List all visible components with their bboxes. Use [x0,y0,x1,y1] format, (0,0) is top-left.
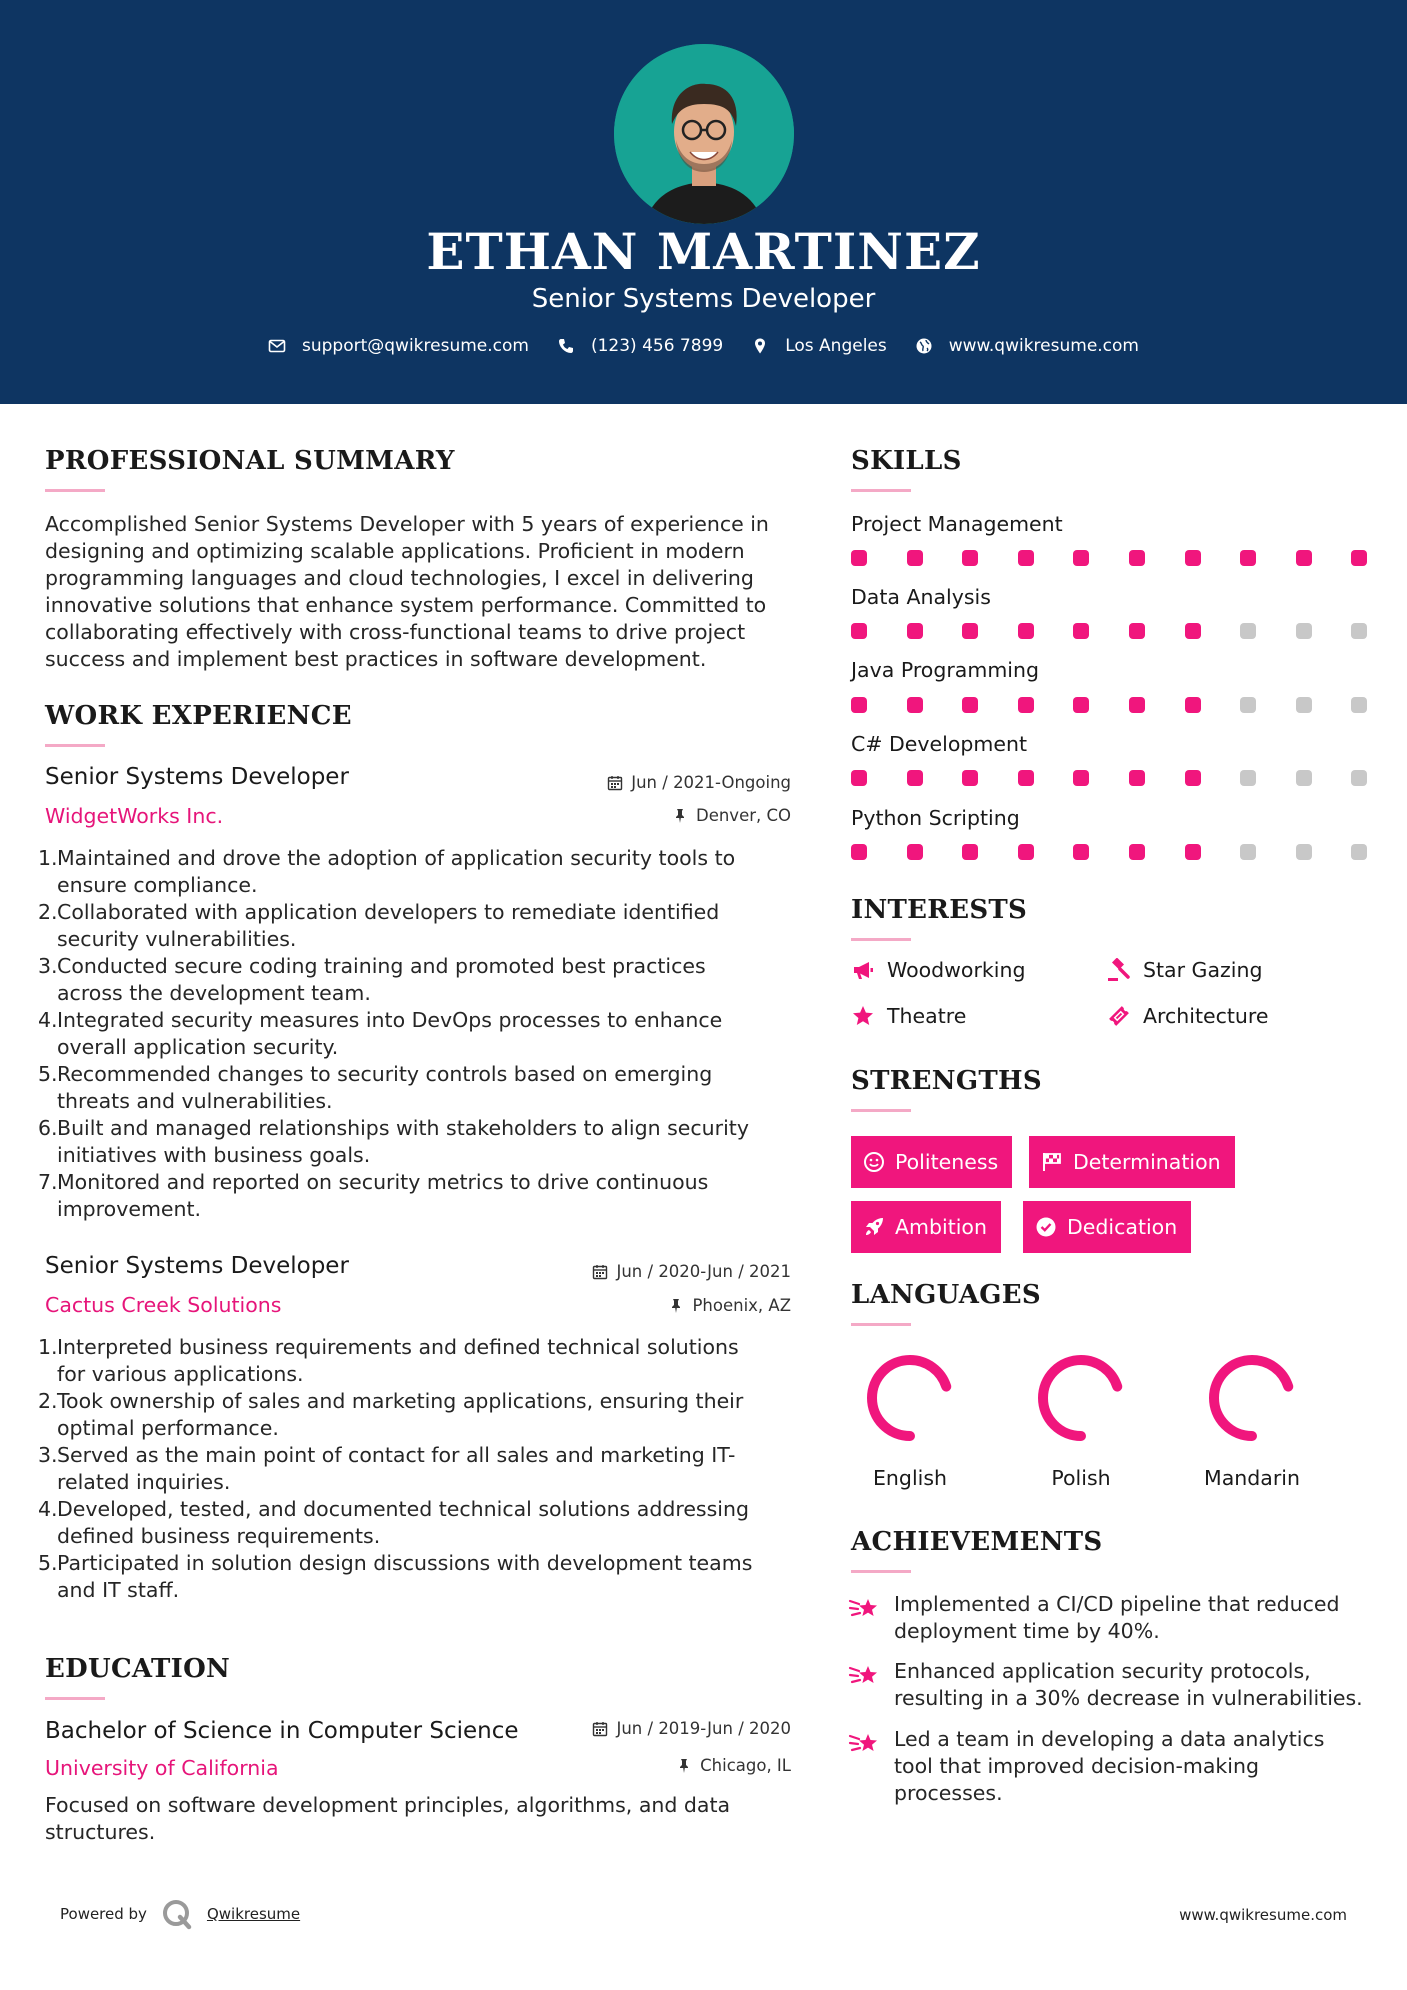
rating-dot-filled [1185,770,1201,786]
rating-dot-empty [1351,844,1367,860]
company-name: WidgetWorks Inc. [45,804,224,828]
pushpin-icon [676,1758,692,1774]
degree-title: Bachelor of Science in Computer Science [45,1718,519,1744]
job-title: Senior Systems Developer [45,764,349,790]
pushpin-icon [668,1298,684,1314]
contact-website[interactable] [915,336,1139,356]
skill-rating [851,623,1356,639]
experience-heading: WORK EXPERIENCE [45,701,352,731]
rating-dot-filled [962,697,978,713]
achievement-item [848,1658,1363,1712]
rating-dot-filled [851,623,867,639]
language-arc [1202,1348,1302,1448]
achievement-line: tool that improved decision-making [894,1754,1259,1778]
achievement-line: resulting in a 30% decrease in vulnerabilities. [894,1686,1363,1710]
rating-dot-empty [1240,844,1256,860]
contact-location [751,336,887,356]
list-item: 2. Took ownership of sales and marketing applications, ensuring their optimal performance. [38,1389,744,1440]
rating-dot-filled [1129,550,1145,566]
list-item: 3. Conducted secure coding training and promoted best practices across the development team. [38,954,706,1005]
profile-photo [614,44,794,224]
language-meter [1011,1348,1151,1448]
skill-name: Java Programming [851,658,1039,682]
strengths-heading: STRENGTHS [851,1066,1042,1096]
job-title: Senior Systems Developer [45,1253,349,1279]
bullhorn-icon [851,958,875,982]
list-item: 3. Served as the main point of contact for all sales and marketing IT- related inquiries. [38,1443,736,1494]
contact-email[interactable] [268,336,529,356]
interest-item [1107,1004,1269,1028]
calendar-icon [592,1264,608,1280]
languages-heading: LANGUAGES [851,1280,1041,1310]
rating-dot-empty [1296,623,1312,639]
rating-dot-filled [1185,697,1201,713]
language-arc [860,1348,960,1448]
education-dates-text: Jun / 2019-Jun / 2020 [616,1719,791,1738]
education-heading: EDUCATION [45,1654,231,1684]
strength-label: Politeness [895,1150,999,1174]
education-line: structures. [45,1820,156,1844]
achievement-line: processes. [894,1781,1003,1805]
rating-dot-filled [1073,697,1089,713]
smile-icon [863,1151,885,1173]
strengths-underline [851,1109,911,1112]
achievements-heading: ACHIEVEMENTS [851,1527,1103,1557]
job-dates [500,773,791,792]
summary-line: innovative solutions that enhance system performance. Committed to [45,593,767,617]
skills-underline [851,489,911,492]
achievements-underline [851,1570,911,1573]
rocket-icon [863,1216,885,1238]
phone-icon [557,337,575,355]
rating-dot-empty [1296,844,1312,860]
experience-underline [45,744,105,747]
globe-icon [915,337,933,355]
rating-dot-filled [851,697,867,713]
education-underline [45,1697,105,1700]
rating-dot-filled [1185,623,1201,639]
flag-icon [1041,1151,1063,1173]
qwikresume-link[interactable]: Qwikresume [206,1905,301,1923]
rating-dot-filled [962,550,978,566]
job-location [500,806,791,825]
job-duties [38,845,798,1223]
ticket-icon [1107,1004,1131,1028]
summary-line: Accomplished Senior Systems Developer with 5 years of experience in [45,512,769,536]
skill-rating [851,844,1356,860]
rating-dot-filled [1018,550,1034,566]
job-duties [38,1334,798,1604]
footer-powered-by [60,1898,300,1930]
check-circle-icon [1035,1216,1057,1238]
list-item: 5. Participated in solution design discussions with development teams and IT staff. [38,1551,753,1602]
rating-dot-empty [1240,770,1256,786]
education-location [500,1756,791,1775]
rating-dot-filled [907,844,923,860]
skill-name: Python Scripting [851,806,1020,830]
achievement-item [848,1591,1340,1645]
rating-dot-filled [1018,623,1034,639]
pushpin-icon [672,808,688,824]
school-name: University of California [45,1756,279,1780]
rating-dot-filled [907,623,923,639]
skill-name: Data Analysis [851,585,991,609]
summary-line: success and implement best practices in software development. [45,647,707,671]
rating-dot-filled [1073,623,1089,639]
rating-dot-empty [1296,770,1312,786]
interest-item [851,958,1025,982]
contact-website-text: www.qwikresume.com [948,336,1139,356]
education-location-text: Chicago, IL [700,1756,791,1775]
contact-phone[interactable] [557,336,723,356]
language-label: Polish [1051,1466,1111,1490]
list-item: 5. Recommended changes to security controls based on emerging threats and vulnerabilities. [38,1062,713,1113]
contact-email-text: support@qwikresume.com [302,336,529,356]
candidate-name: ETHAN MARTINEZ [426,222,981,281]
job-dates-text: Jun / 2021-Ongoing [631,773,791,792]
achievement-line: deployment time by 40%. [894,1619,1160,1643]
rating-dot-empty [1351,623,1367,639]
rating-dot-filled [962,623,978,639]
skill-rating [851,550,1356,566]
powered-by-label: Powered by [60,1905,147,1923]
education-line: Focused on software development principles, algorithms, and data [45,1793,731,1817]
summary-line: collaborating effectively with cross-functional teams to drive project [45,620,746,644]
strength-badge [851,1201,1001,1253]
interests-underline [851,938,911,941]
rating-dot-filled [1018,770,1034,786]
list-item: 1. Interpreted business requirements and defined technical solutions for various applications. [38,1335,739,1386]
interest-label: Architecture [1143,1004,1269,1028]
strength-label: Determination [1073,1150,1221,1174]
achievement-line: Led a team in developing a data analytics [894,1727,1325,1751]
map-marker-icon [751,337,769,355]
resume-header [0,0,1407,404]
achievement-item [848,1726,1324,1807]
rating-dot-filled [1185,550,1201,566]
job-dates-text: Jun / 2020-Jun / 2021 [616,1262,791,1281]
list-item: 1. Maintained and drove the adoption of application security tools to ensure compliance. [38,846,736,897]
rating-dot-filled [851,550,867,566]
rating-dot-filled [1129,697,1145,713]
rating-dot-filled [1129,623,1145,639]
strength-label: Ambition [895,1215,987,1239]
rating-dot-filled [907,697,923,713]
interest-item [851,1004,966,1028]
rating-dot-filled [1129,844,1145,860]
summary-text [45,511,795,673]
strength-badge [851,1136,1012,1188]
language-label: English [872,1466,948,1490]
list-item: 2. Collaborated with application developers to remediate identified security vulnerabilities. [38,900,720,951]
strength-badge [1023,1201,1191,1253]
contact-location-text: Los Angeles [785,336,887,356]
rating-dot-empty [1296,697,1312,713]
shooting-star-icon [848,1728,882,1758]
summary-underline [45,489,105,492]
job-location-text: Phoenix, AZ [692,1296,791,1315]
achievement-line: Enhanced application security protocols, [894,1659,1311,1683]
contact-phone-text: (123) 456 7899 [590,336,724,356]
job-dates [500,1262,791,1281]
strength-label: Dedication [1067,1215,1178,1239]
rating-dot-filled [907,550,923,566]
skills-heading: SKILLS [851,446,962,476]
interests-heading: INTERESTS [851,895,1028,925]
language-meter [840,1348,980,1448]
rating-dot-empty [1351,697,1367,713]
job-location [500,1296,791,1315]
languages-underline [851,1323,911,1326]
rating-dot-filled [1129,770,1145,786]
interest-label: Star Gazing [1143,958,1263,982]
rating-dot-filled [1073,550,1089,566]
rating-dot-filled [1240,550,1256,566]
rating-dot-filled [851,844,867,860]
rating-dot-filled [851,770,867,786]
interest-item [1107,958,1262,982]
candidate-title: Senior Systems Developer [531,284,876,314]
rating-dot-empty [1240,697,1256,713]
calendar-icon [592,1721,608,1737]
rating-dot-filled [1073,844,1089,860]
rating-dot-filled [1185,844,1201,860]
skill-name: C# Development [851,732,1028,756]
rating-dot-filled [962,844,978,860]
star-icon [851,1004,875,1028]
summary-line: programming languages and cloud technologies, I excel in delivering [45,566,754,590]
rating-dot-filled [1296,550,1312,566]
contact-bar [0,336,1407,356]
strength-badge [1029,1136,1235,1188]
rating-dot-empty [1240,623,1256,639]
list-item: 6. Built and managed relationships with stakeholders to align security initiatives with business goals. [38,1116,749,1167]
qwikresume-logo-icon [161,1898,193,1930]
skill-name: Project Management [851,512,1063,536]
gavel-icon [1107,958,1131,982]
list-item: 4. Integrated security measures into DevOps processes to enhance overall application security. [38,1008,723,1059]
achievement-line: Implemented a CI/CD pipeline that reduced [894,1592,1340,1616]
language-arc [1031,1348,1131,1448]
envelope-icon [268,337,286,355]
rating-dot-filled [962,770,978,786]
shooting-star-icon [848,1660,882,1690]
rating-dot-filled [1018,697,1034,713]
rating-dot-filled [1073,770,1089,786]
summary-line: designing and optimizing scalable applications. Proficient in modern [45,539,745,563]
education-dates [500,1719,791,1738]
footer-url[interactable]: www.qwikresume.com [1179,1906,1347,1924]
education-description [45,1792,795,1846]
job-location-text: Denver, CO [695,806,791,825]
shooting-star-icon [848,1593,882,1623]
interest-label: Theatre [887,1004,967,1028]
skill-rating [851,770,1356,786]
language-label: Mandarin [1204,1466,1300,1490]
summary-heading: PROFESSIONAL SUMMARY [45,446,455,476]
skill-rating [851,697,1356,713]
calendar-icon [607,775,623,791]
rating-dot-filled [907,770,923,786]
rating-dot-filled [1018,844,1034,860]
company-name: Cactus Creek Solutions [45,1293,282,1317]
language-meter [1182,1348,1322,1448]
list-item: 7. Monitored and reported on security metrics to drive continuous improvement. [38,1170,709,1221]
list-item: 4. Developed, tested, and documented technical solutions addressing defined business requirements. [38,1497,749,1548]
rating-dot-filled [1351,550,1367,566]
rating-dot-empty [1351,770,1367,786]
interest-label: Woodworking [887,958,1026,982]
